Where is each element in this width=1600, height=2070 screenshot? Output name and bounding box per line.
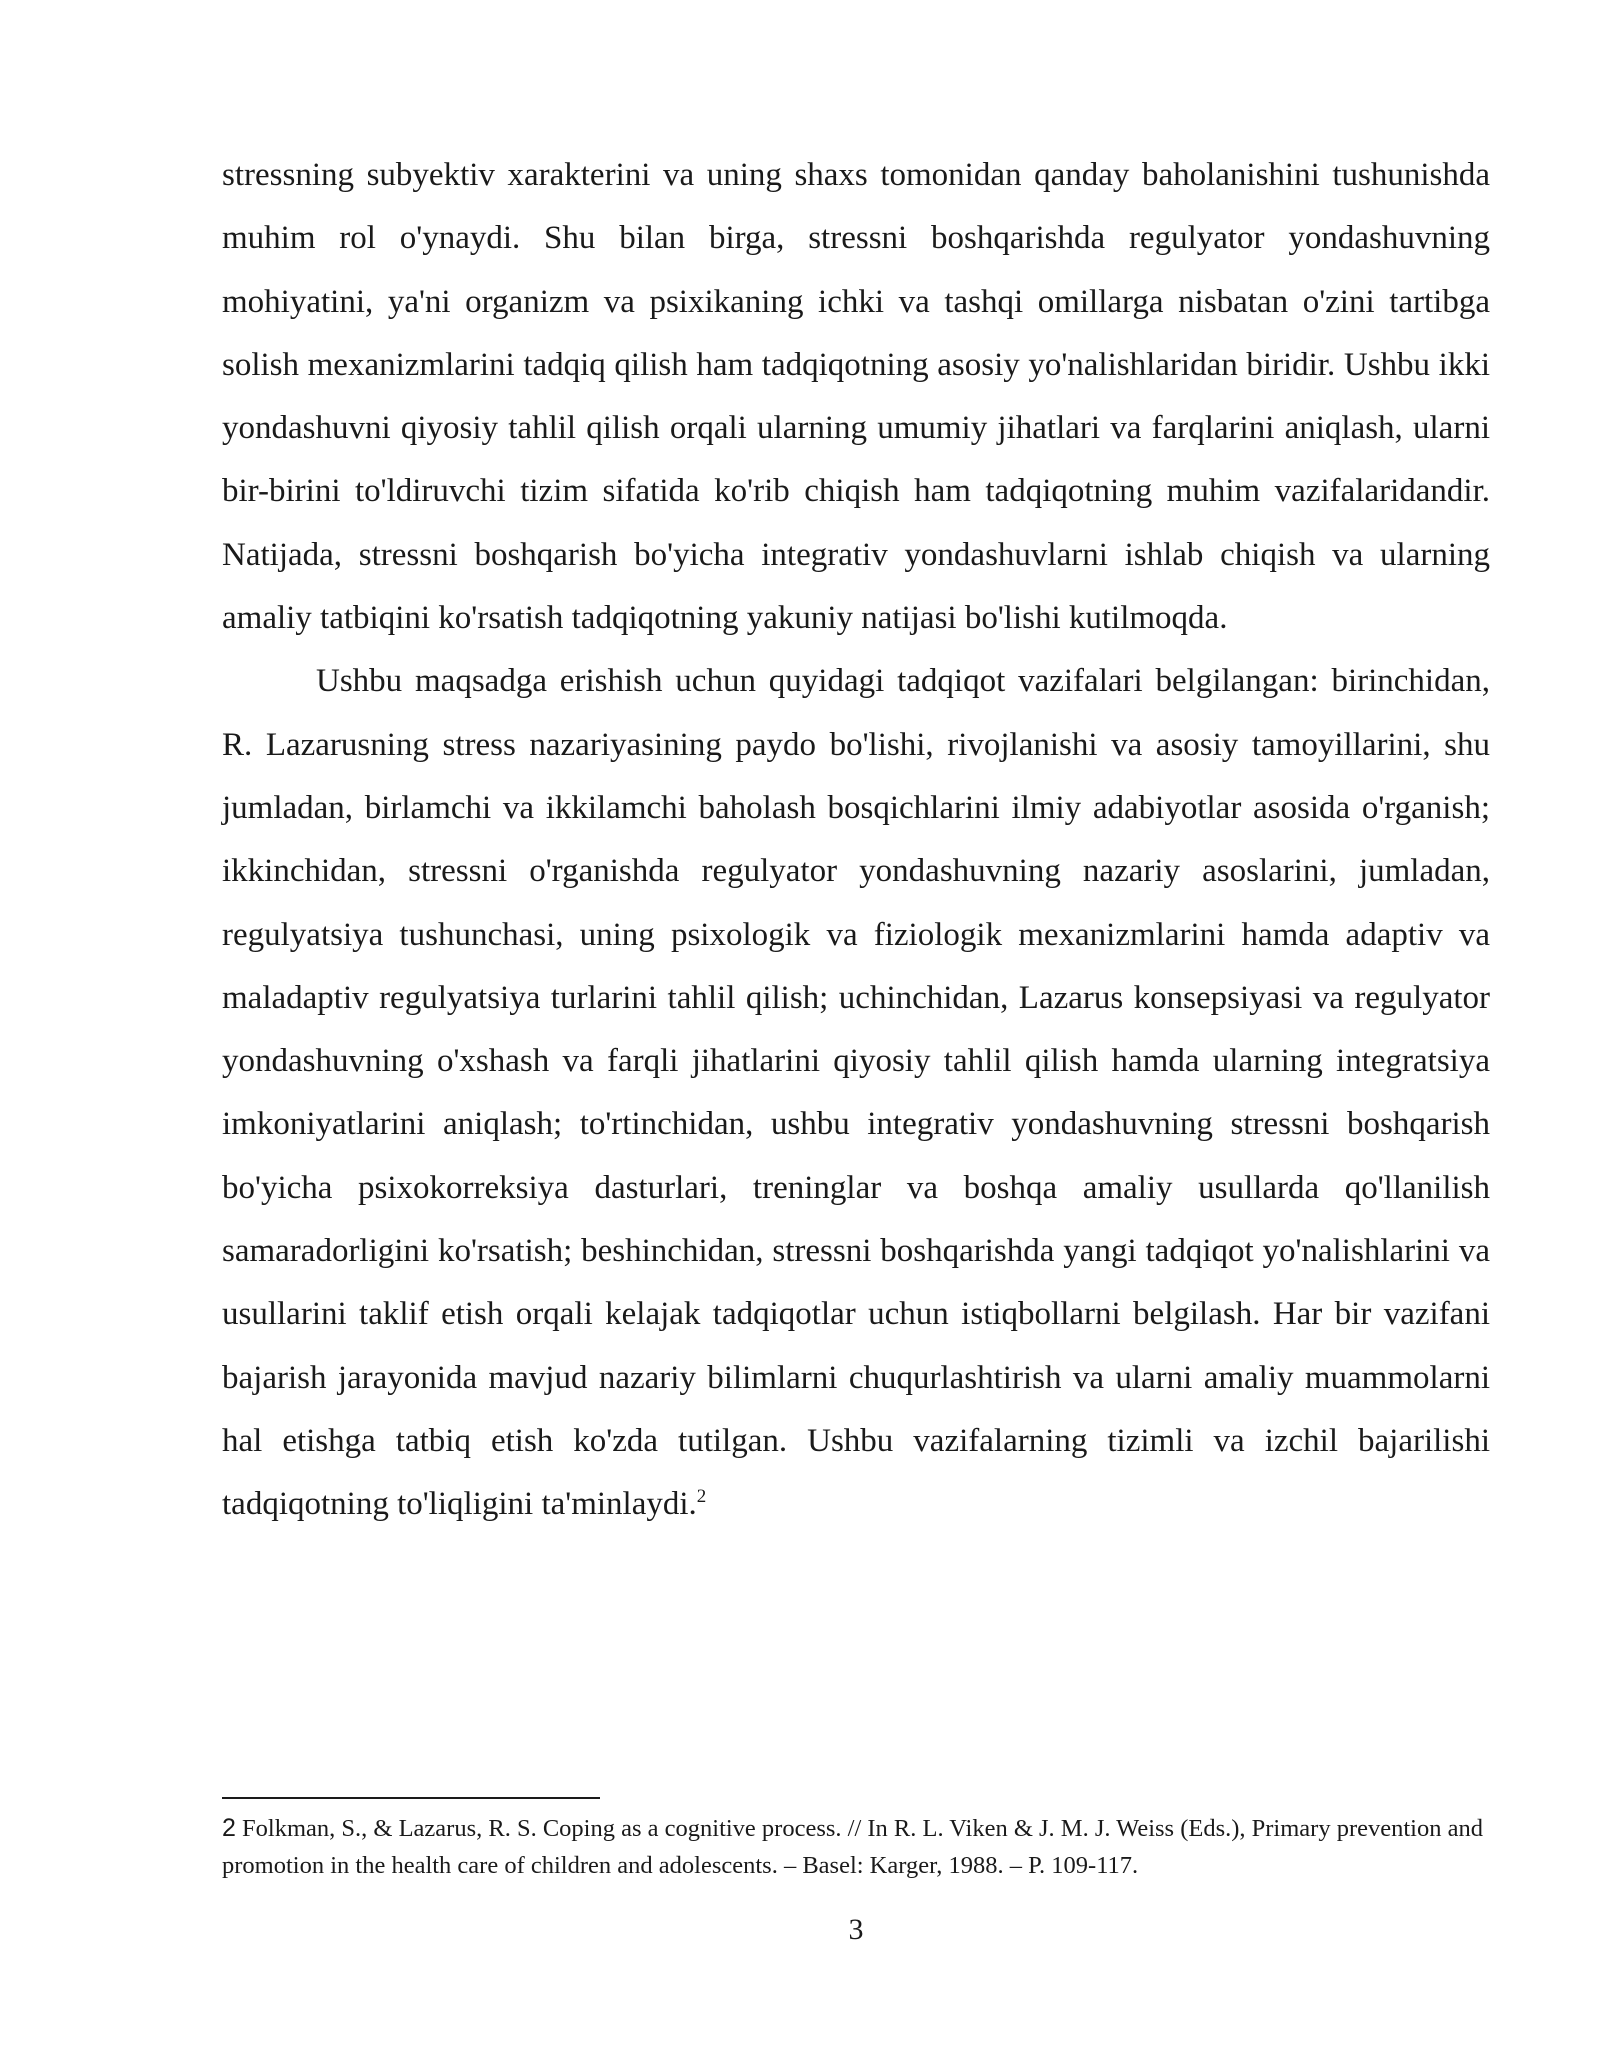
paragraph-2-text: Ushbu maqsadga erishish uchun quyidagi tadqiqot vazifalari belgilangan: birinchidan, R. Lazarusning stress nazariyasining paydo bo'lishi, rivojlanishi va asosiy tamoyillarini, shu jumladan, birlamchi va ikkilamchi baholash bosqichlarini ilmiy adabiyotlar asosida o'rganish; ikkinchidan, stressni o'rganishda regulyator yondashuvning nazariy asoslarini, jumladan, regulyatsiya tushunchasi, uning psixologik va fiziologik mexanizmlarini hamda adaptiv va maladaptiv regulyatsiya turlarini tahlil qilish; uchinchidan, Lazarus konsepsiyasi va regulyator yondashuvning o'xshash va farqli jihatlarini qiyosiy tahlil qilish hamda ularning integratsiya imkoniyatlarini aniqlash; to'rtinchidan, ushbu integrativ yondashuvning stressni boshqarish bo'yicha psixokorreksiya dasturlari, treninglar va boshqa amaliy usullarda qo'llanilish samaradorligini ko'rsatish; beshinchidan, stressni boshqarishda yangi tadqiqot yo'nalishlarini va usullarini taklif etish orqali kelajak tadqiqotlar uchun istiqbollarni belgilash. Har bir vazifani bajarish jarayonida mavjud nazariy bilimlarni chuqurlashtirish va ularni amaliy muammolarni hal etishga tatbiq etish ko'zda tutilgan. Ushbu vazifalarning tizimli va izchil bajarilishi tadqiqotning to'liqligini ta'minlaydi. [222,663,1490,1523]
body-text [222,144,1490,1537]
footnote-text: Folkman, S., & Lazarus, R. S. Coping as a cognitive process. // In R. L. Viken & J. M. J. Weiss (Eds.), Primary prevention and promotion in the health care of children and adolescents. – Basel: Karger, 1988. – P. 109-117. [222,1815,1483,1879]
footnote-separator [222,1797,600,1799]
footnote-number: 2 [222,1814,236,1842]
paragraph-1-text: stressning subyektiv xarakterini va uning shaxs tomonidan qanday baholanishini tushunishda muhim rol o'ynaydi. Shu bilan birga, stressni boshqarishda regulyator yondashuvning mohiyatini, ya'ni organizm va psixikaning ichki va tashqi omillarga nisbatan o'zini tartibga solish mexanizmlarini tadqiq qilish ham tadqiqotning asosiy yo'nalishlaridan biridir. Ushbu ikki yondashuvni qiyosiy tahlil qilish orqali ularning umumiy jihatlari va farqlarini aniqlash, ularni bir-birini to'ldiruvchi tizim sifatida ko'rib chiqish ham tadqiqotning muhim vazifalaridandir. Natijada, stressni boshqarish bo'yicha integrativ yondashuvlarni ishlab chiqish va ularning amaliy tatbiqini ko'rsatish tadqiqotning yakuniy natijasi bo'lishi kutilmoqda. [222,157,1490,637]
paragraph-tasks [222,650,1490,1536]
page-number: 3 [848,1913,864,1946]
footnote [222,1810,1490,1884]
footnote-reference[interactable]: 2 [696,1486,707,1508]
paragraph-continued [222,144,1490,650]
